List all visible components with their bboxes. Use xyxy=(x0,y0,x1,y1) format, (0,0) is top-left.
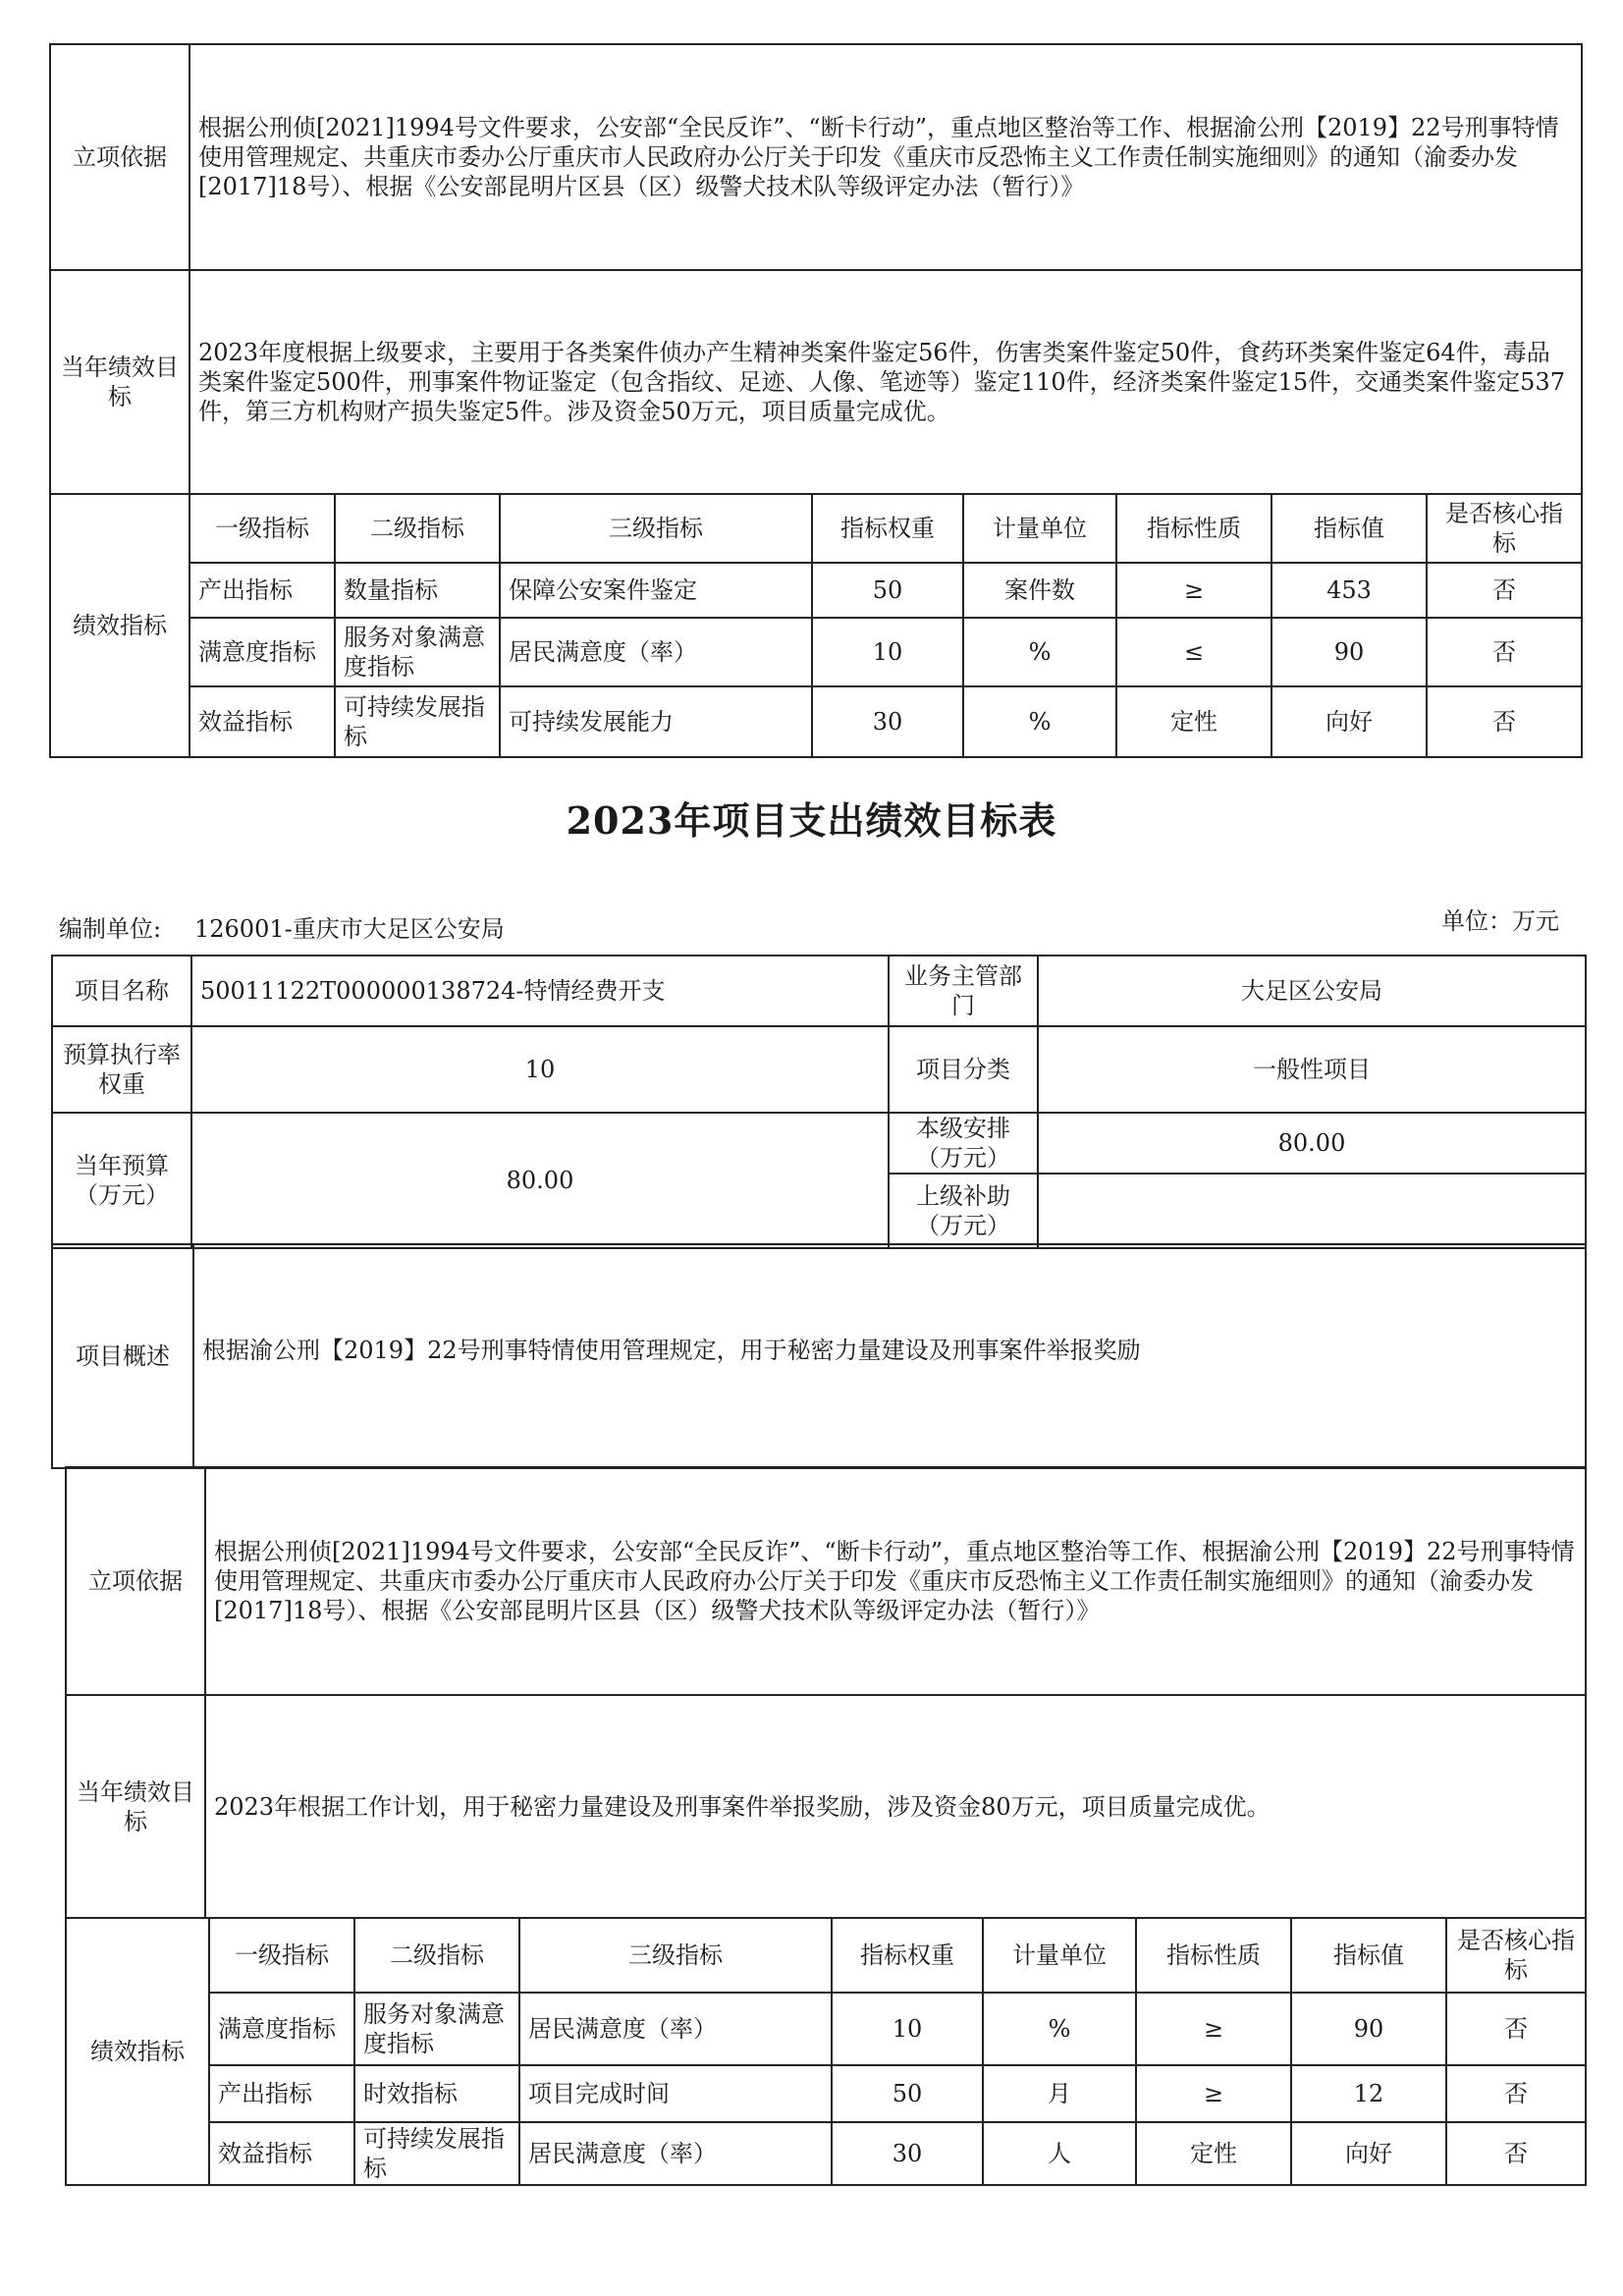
overview-text: 根据渝公刑【2019】22号刑事特情使用管理规定，用于秘密力量建设及刑事案件举报奖励 xyxy=(193,1244,1586,1468)
cell: 30 xyxy=(832,2122,983,2185)
dept-value: 大足区公安局 xyxy=(1038,956,1586,1026)
basis-text: 根据公刑侦[2021]1994号文件要求，公安部“全民反诈”、“断卡行动”，重点地区整治等工作、根据渝公刑【2019】22号刑事特情使用管理规定、共重庆市委办公厅重庆市人民政府办公厅关于印发《重庆市反恐怖主义工作责任制实施细则》的通知（渝委办发[2017]18号）、根据《公安部昆明片区县（区）级警犬技术队等级评定办法（暂行）》 xyxy=(205,1467,1586,1695)
cell: % xyxy=(983,1993,1136,2065)
header-cell: 是否核心指标 xyxy=(1446,1918,1586,1993)
upper-value xyxy=(1038,1174,1586,1248)
cell: 否 xyxy=(1427,686,1582,757)
cell: 居民满意度（率） xyxy=(500,618,812,686)
header-cell: 一级指标 xyxy=(209,1918,354,1993)
cell: 10 xyxy=(812,618,963,686)
cell: ≥ xyxy=(1136,1993,1291,2065)
cell: 产出指标 xyxy=(189,563,335,618)
header-cell: 指标权重 xyxy=(832,1918,983,1993)
cell: 否 xyxy=(1446,1993,1586,2065)
cell: 案件数 xyxy=(963,563,1116,618)
cell: 效益指标 xyxy=(189,686,335,757)
table-row xyxy=(50,618,1582,686)
cell: 可持续发展指标 xyxy=(354,2122,519,2185)
header-cell: 二级指标 xyxy=(335,494,500,563)
cell: 项目完成时间 xyxy=(519,2065,832,2122)
cell: 人 xyxy=(983,2122,1136,2185)
project-name-value: 50011122T000000138724-特情经费开支 xyxy=(191,956,889,1026)
header-cell: 计量单位 xyxy=(983,1918,1136,1993)
table-row xyxy=(66,2122,1586,2185)
cell: 30 xyxy=(812,686,963,757)
cell: 保障公安案件鉴定 xyxy=(500,563,812,618)
cell: 效益指标 xyxy=(209,2122,354,2185)
table-row xyxy=(50,686,1582,757)
metrics-label: 绩效指标 xyxy=(50,494,189,757)
cell: 数量指标 xyxy=(335,563,500,618)
cell: 90 xyxy=(1271,618,1427,686)
header-cell: 三级指标 xyxy=(500,494,812,563)
cell: % xyxy=(963,686,1116,757)
header-cell: 指标权重 xyxy=(812,494,963,563)
cell: ≥ xyxy=(1136,2065,1291,2122)
goal-text: 2023年度根据上级要求，主要用于各类案件侦办产生精神类案件鉴定56件，伤害类案件鉴定50件，食药环类案件鉴定64件，毒品类案件鉴定500件，刑事案件物证鉴定（包含指纹、足迹、人像、笔迹等）鉴定110件，经济类案件鉴定15件，交通类案件鉴定537件，第三方机构财产损失鉴定5件。涉及资金50万元，项目质量完成优。 xyxy=(189,270,1582,494)
cell: 定性 xyxy=(1116,686,1271,757)
header-cell: 二级指标 xyxy=(354,1918,519,1993)
cell: 90 xyxy=(1291,1993,1446,2065)
cell: 居民满意度（率） xyxy=(519,1993,832,2065)
basis-text: 根据公刑侦[2021]1994号文件要求，公安部“全民反诈”、“断卡行动”，重点地区整治等工作、根据渝公刑【2019】22号刑事特情使用管理规定、共重庆市委办公厅重庆市人民政府办公厅关于印发《重庆市反恐怖主义工作责任制实施细则》的通知（渝委办发[2017]18号）、根据《公安部昆明片区县（区）级警犬技术队等级评定办法（暂行）》 xyxy=(189,44,1582,270)
cell: 可持续发展指标 xyxy=(335,686,500,757)
cell: 453 xyxy=(1271,563,1427,618)
budget-value: 80.00 xyxy=(191,1113,889,1248)
header-cell: 计量单位 xyxy=(963,494,1116,563)
cell: 否 xyxy=(1427,618,1582,686)
cell: 50 xyxy=(812,563,963,618)
cell: 可持续发展能力 xyxy=(500,686,812,757)
cell: % xyxy=(963,618,1116,686)
table-row xyxy=(66,2065,1586,2122)
cell: 时效指标 xyxy=(354,2065,519,2122)
cell: 定性 xyxy=(1136,2122,1291,2185)
cell: 否 xyxy=(1427,563,1582,618)
header-cell: 三级指标 xyxy=(519,1918,832,1993)
metrics-label: 绩效指标 xyxy=(66,1918,209,2185)
cell: 10 xyxy=(832,1993,983,2065)
budget-label: 当年预算（万元） xyxy=(52,1113,191,1248)
page-title: 2023年项目支出绩效目标表 xyxy=(566,798,1057,843)
overview-table xyxy=(51,1243,1587,1469)
category-value: 一般性项目 xyxy=(1038,1026,1586,1113)
category-label: 项目分类 xyxy=(889,1026,1038,1113)
exec-weight-label: 预算执行率权重 xyxy=(52,1026,191,1113)
cell: 满意度指标 xyxy=(189,618,335,686)
header-cell: 指标值 xyxy=(1271,494,1427,563)
cell: 居民满意度（率） xyxy=(519,2122,832,2185)
cell: 满意度指标 xyxy=(209,1993,354,2065)
dept-label: 业务主管部门 xyxy=(889,956,1038,1026)
cell: 月 xyxy=(983,2065,1136,2122)
header-cell: 指标性质 xyxy=(1116,494,1271,563)
compile-unit-label: 编制单位: xyxy=(59,915,162,943)
cell: 向好 xyxy=(1291,2122,1446,2185)
goal-label: 当年绩效目标 xyxy=(66,1695,205,1918)
cell: ≤ xyxy=(1116,618,1271,686)
table-row xyxy=(66,1993,1586,2065)
cell: 否 xyxy=(1446,2122,1586,2185)
header-cell: 指标性质 xyxy=(1136,1918,1291,1993)
cell: 否 xyxy=(1446,2065,1586,2122)
cell: 服务对象满意度指标 xyxy=(335,618,500,686)
upper-label: 上级补助（万元） xyxy=(889,1174,1038,1248)
goal-label: 当年绩效目标 xyxy=(50,270,189,494)
goal-text: 2023年根据工作计划，用于秘密力量建设及刑事案件举报奖励，涉及资金80万元，项目质量完成优。 xyxy=(205,1695,1586,1918)
header-cell: 是否核心指标 xyxy=(1427,494,1582,563)
compile-unit-value: 126001-重庆市大足区公安局 xyxy=(194,915,505,943)
header-cell: 指标值 xyxy=(1291,1918,1446,1993)
cell: 服务对象满意度指标 xyxy=(354,1993,519,2065)
project-name-label: 项目名称 xyxy=(52,956,191,1026)
project-info-table xyxy=(51,955,1587,1249)
overview-label: 项目概述 xyxy=(52,1244,193,1468)
prev-project-table xyxy=(49,43,1583,758)
cell: 产出指标 xyxy=(209,2065,354,2122)
local-label: 本级安排（万元） xyxy=(889,1113,1038,1174)
header-cell: 一级指标 xyxy=(189,494,335,563)
metrics-table xyxy=(65,1917,1587,2186)
exec-weight-value: 10 xyxy=(191,1026,889,1113)
local-value: 80.00 xyxy=(1038,1113,1586,1174)
basis-label: 立项依据 xyxy=(50,44,189,270)
basis-label: 立项依据 xyxy=(66,1467,205,1695)
basis-table xyxy=(65,1466,1587,1919)
cell: ≥ xyxy=(1116,563,1271,618)
currency-unit: 单位：万元 xyxy=(1441,907,1559,935)
cell: 向好 xyxy=(1271,686,1427,757)
cell: 50 xyxy=(832,2065,983,2122)
cell: 12 xyxy=(1291,2065,1446,2122)
table-row xyxy=(50,563,1582,618)
